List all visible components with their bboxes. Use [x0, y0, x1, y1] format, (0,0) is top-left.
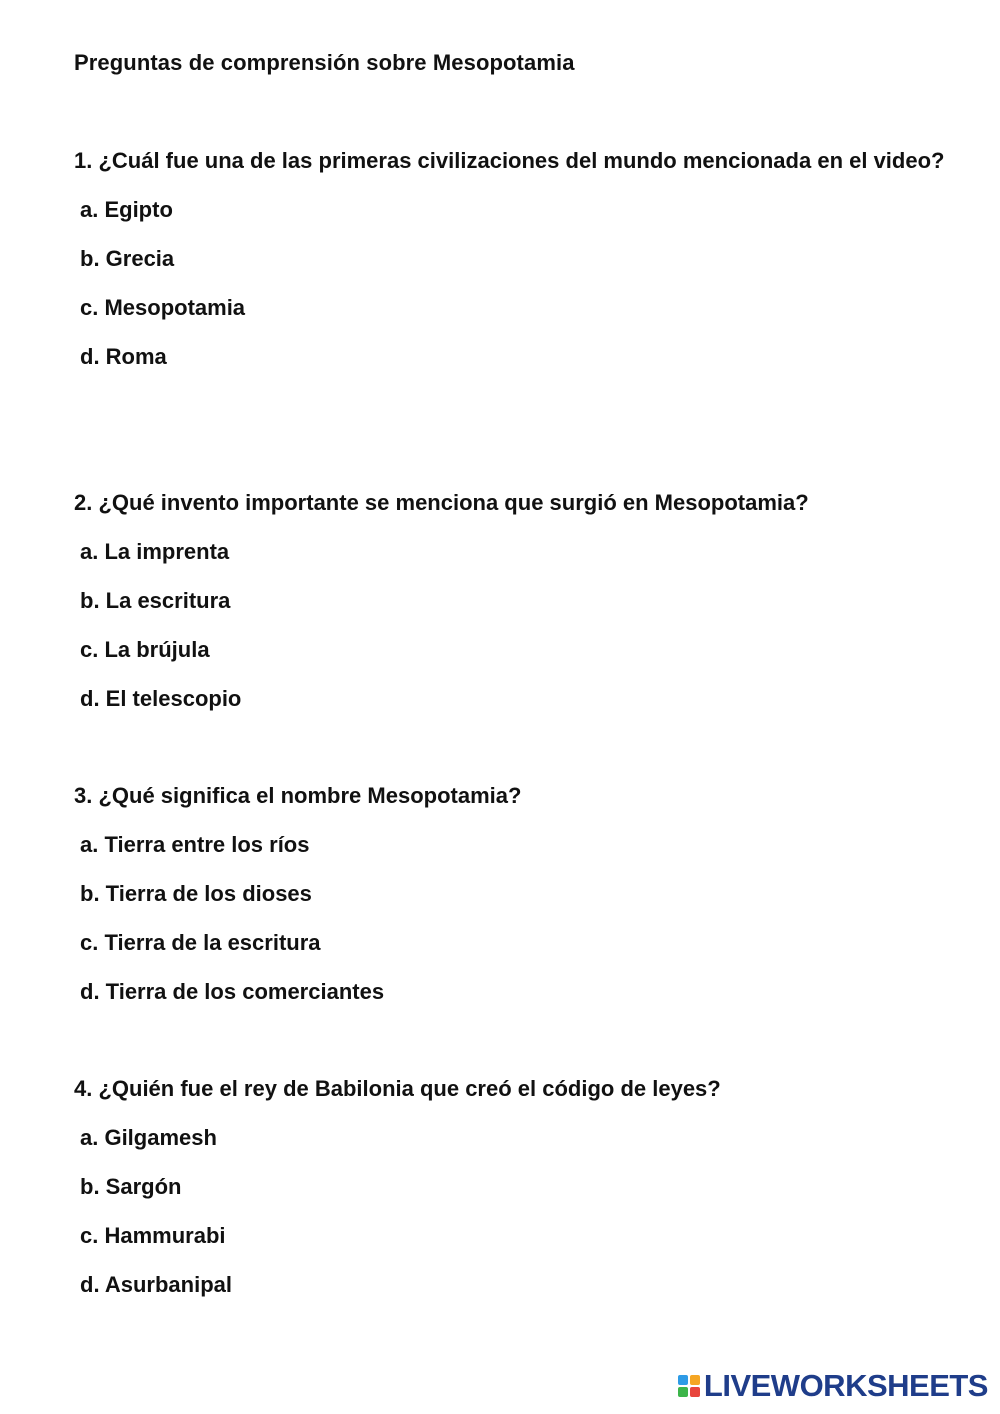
question-1-option-b: b. Grecia: [80, 246, 175, 271]
question-2-option-d: d. El telescopio: [80, 686, 242, 711]
question-3: [74, 771, 984, 1016]
logo-square-2: [690, 1375, 700, 1385]
question-2-option-c: c. La brújula: [80, 637, 210, 662]
logo-square-3: [678, 1387, 688, 1397]
question-3-option-c: c. Tierra de la escritura: [80, 930, 321, 955]
question-1: [74, 136, 984, 381]
question-1-text: 1. ¿Cuál fue una de las primeras civilizaciones del mundo mencionada en el video?: [74, 148, 945, 173]
logo-square-1: [678, 1375, 688, 1385]
question-2-option-b: b. La escritura: [80, 588, 231, 613]
question-3-option-a: a. Tierra entre los ríos: [80, 832, 310, 857]
question-3-text: 3. ¿Qué significa el nombre Mesopotamia?: [74, 783, 522, 808]
liveworksheets-logo: [678, 1368, 988, 1404]
question-4-option-d: d. Asurbanipal: [80, 1272, 232, 1297]
question-2: [74, 478, 984, 723]
question-1-option-c: c. Mesopotamia: [80, 295, 246, 320]
question-3-option-d: d. Tierra de los comerciantes: [80, 979, 385, 1004]
question-4-option-b: b. Sargón: [80, 1174, 182, 1199]
liveworksheets-logo-icon: [678, 1375, 700, 1397]
question-3-option-b: b. Tierra de los dioses: [80, 881, 312, 906]
question-2-option-a: a. La imprenta: [80, 539, 230, 564]
question-2-text: 2. ¿Qué invento importante se menciona que surgió en Mesopotamia?: [74, 490, 809, 515]
question-4-option-a: a. Gilgamesh: [80, 1125, 217, 1150]
logo-square-4: [690, 1387, 700, 1397]
question-4-option-c: c. Hammurabi: [80, 1223, 226, 1248]
logo-text: LIVEWORKSHEETS: [703, 1368, 988, 1403]
question-1-option-a: a. Egipto: [80, 197, 173, 222]
question-4: [74, 1064, 984, 1309]
page-title: Preguntas de comprensión sobre Mesopotamia: [74, 50, 575, 75]
question-4-text: 4. ¿Quién fue el rey de Babilonia que creó el código de leyes?: [74, 1076, 721, 1101]
question-1-option-d: d. Roma: [80, 344, 167, 369]
